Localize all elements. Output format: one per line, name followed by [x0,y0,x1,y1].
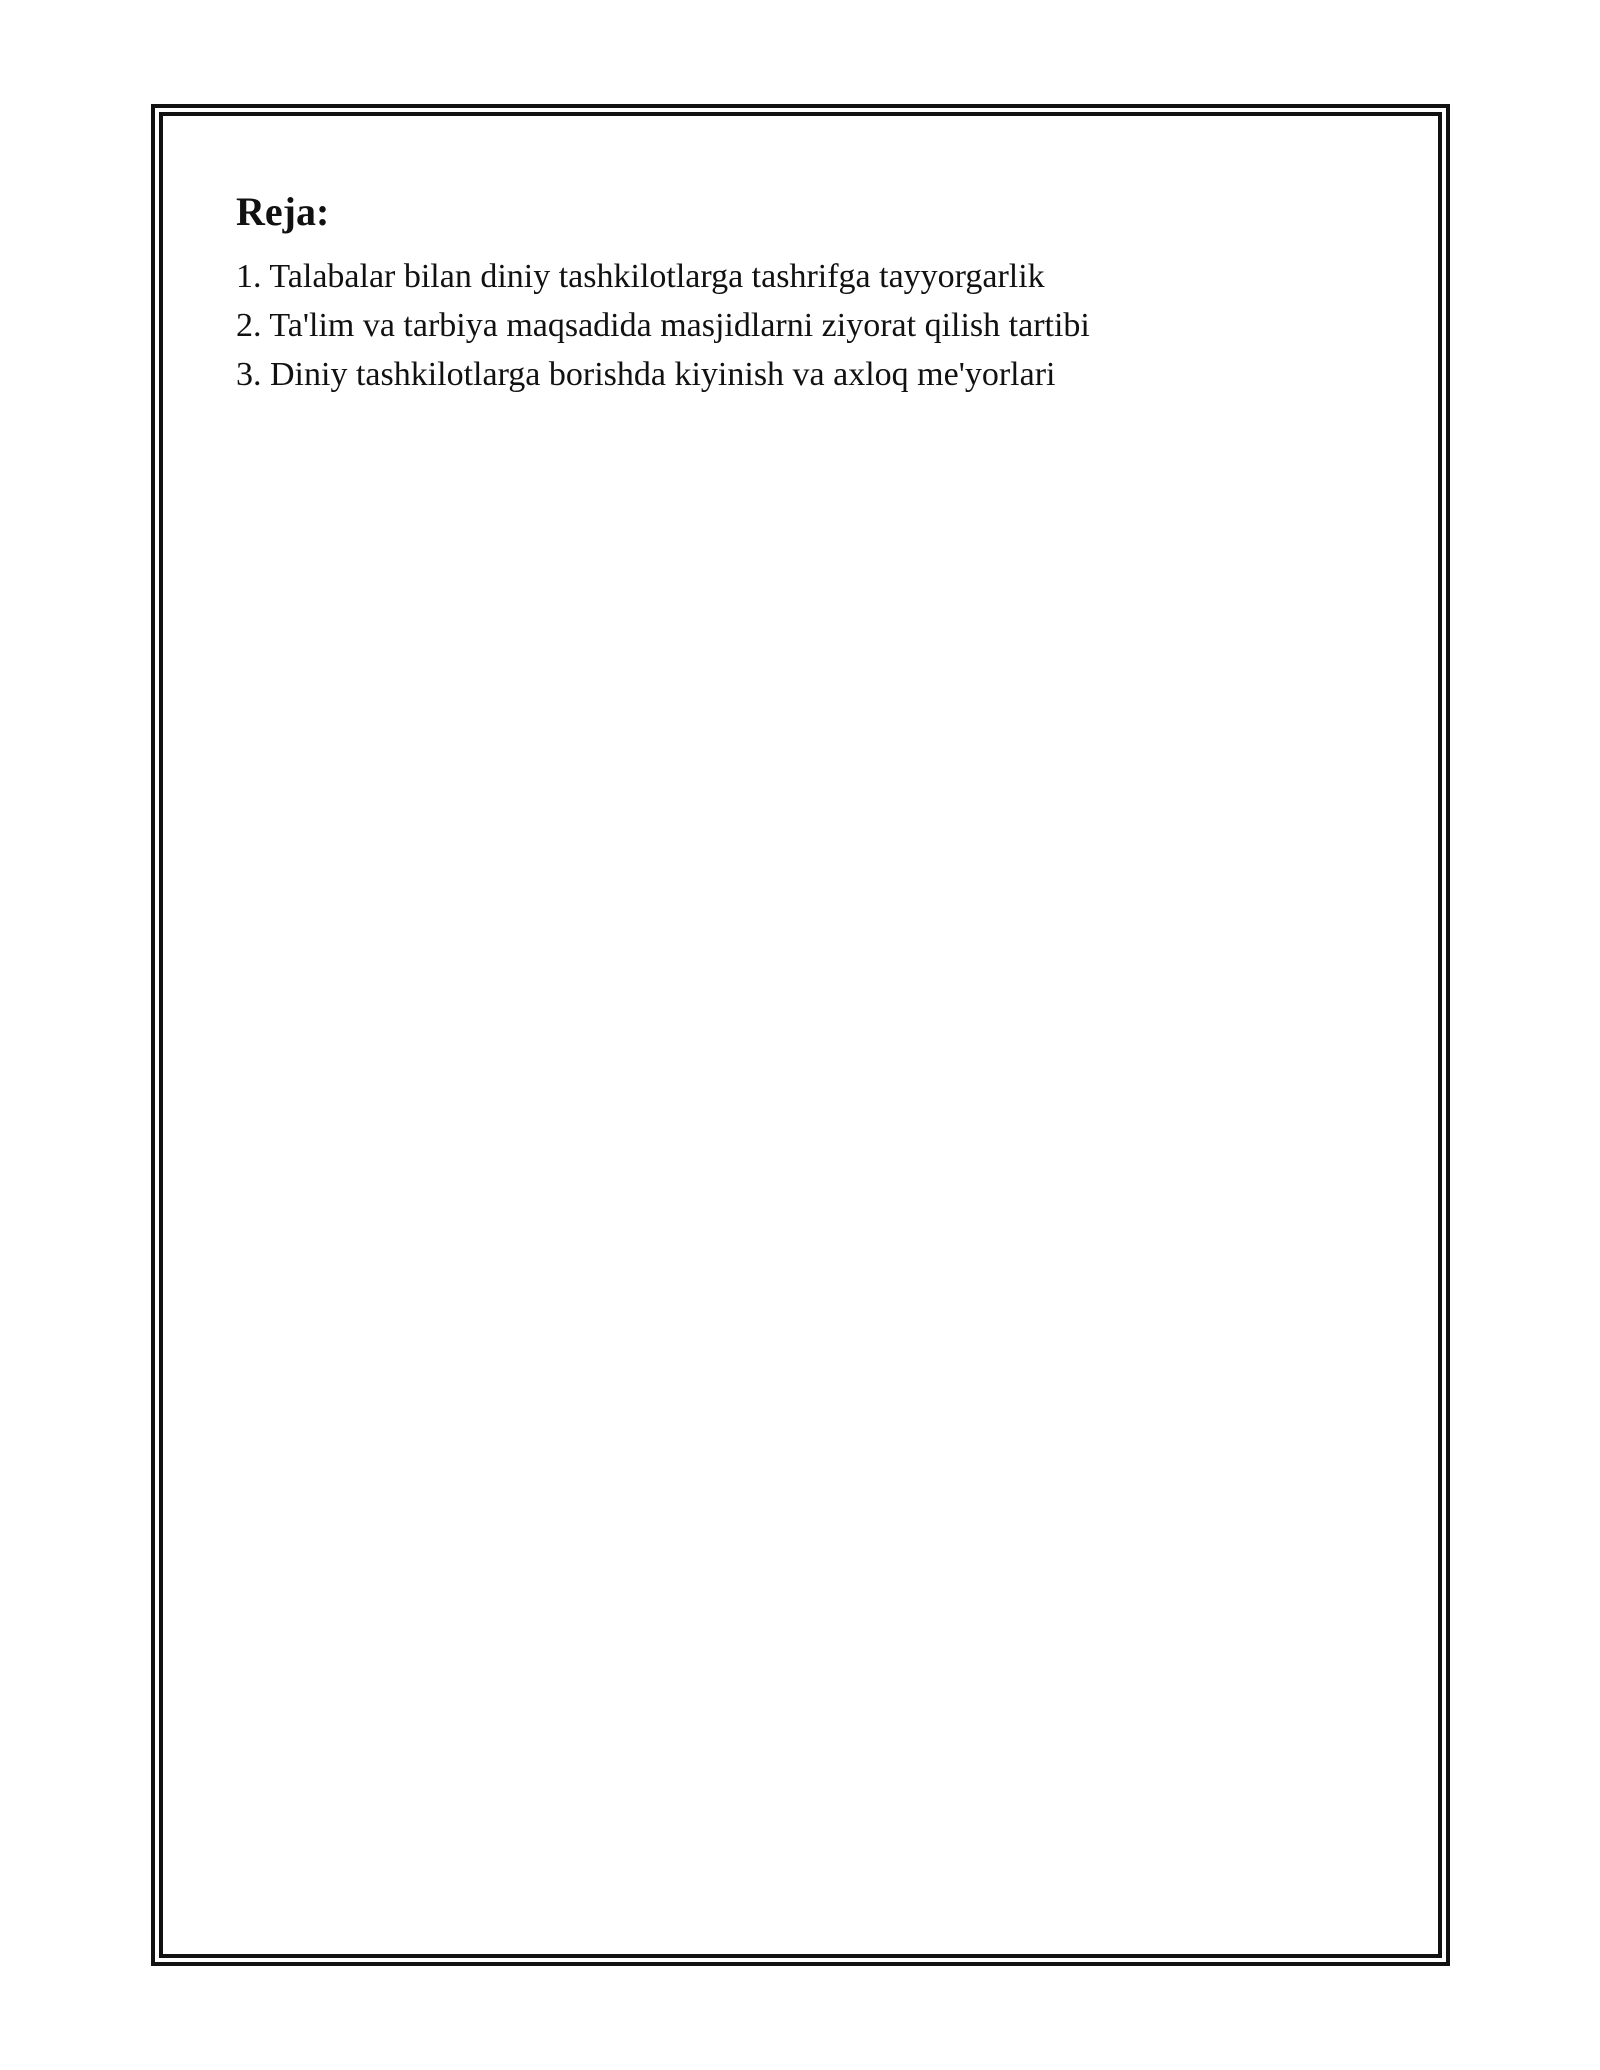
plan-item-2: 2. Ta'lim va tarbiya maqsadida masjidlarni ziyorat qilish tartibi [236,307,1090,344]
plan-list [236,252,1356,399]
plan-item-1: 1. Talabalar bilan diniy tashkilotlarga tashrifga tayyorgarlik [236,258,1045,295]
plan-heading: Reja: [236,189,330,234]
plan-item-3: 3. Diniy tashkilotlarga borishda kiyinish va axloq me'yorlari [236,356,1056,393]
page-content [236,186,1356,399]
